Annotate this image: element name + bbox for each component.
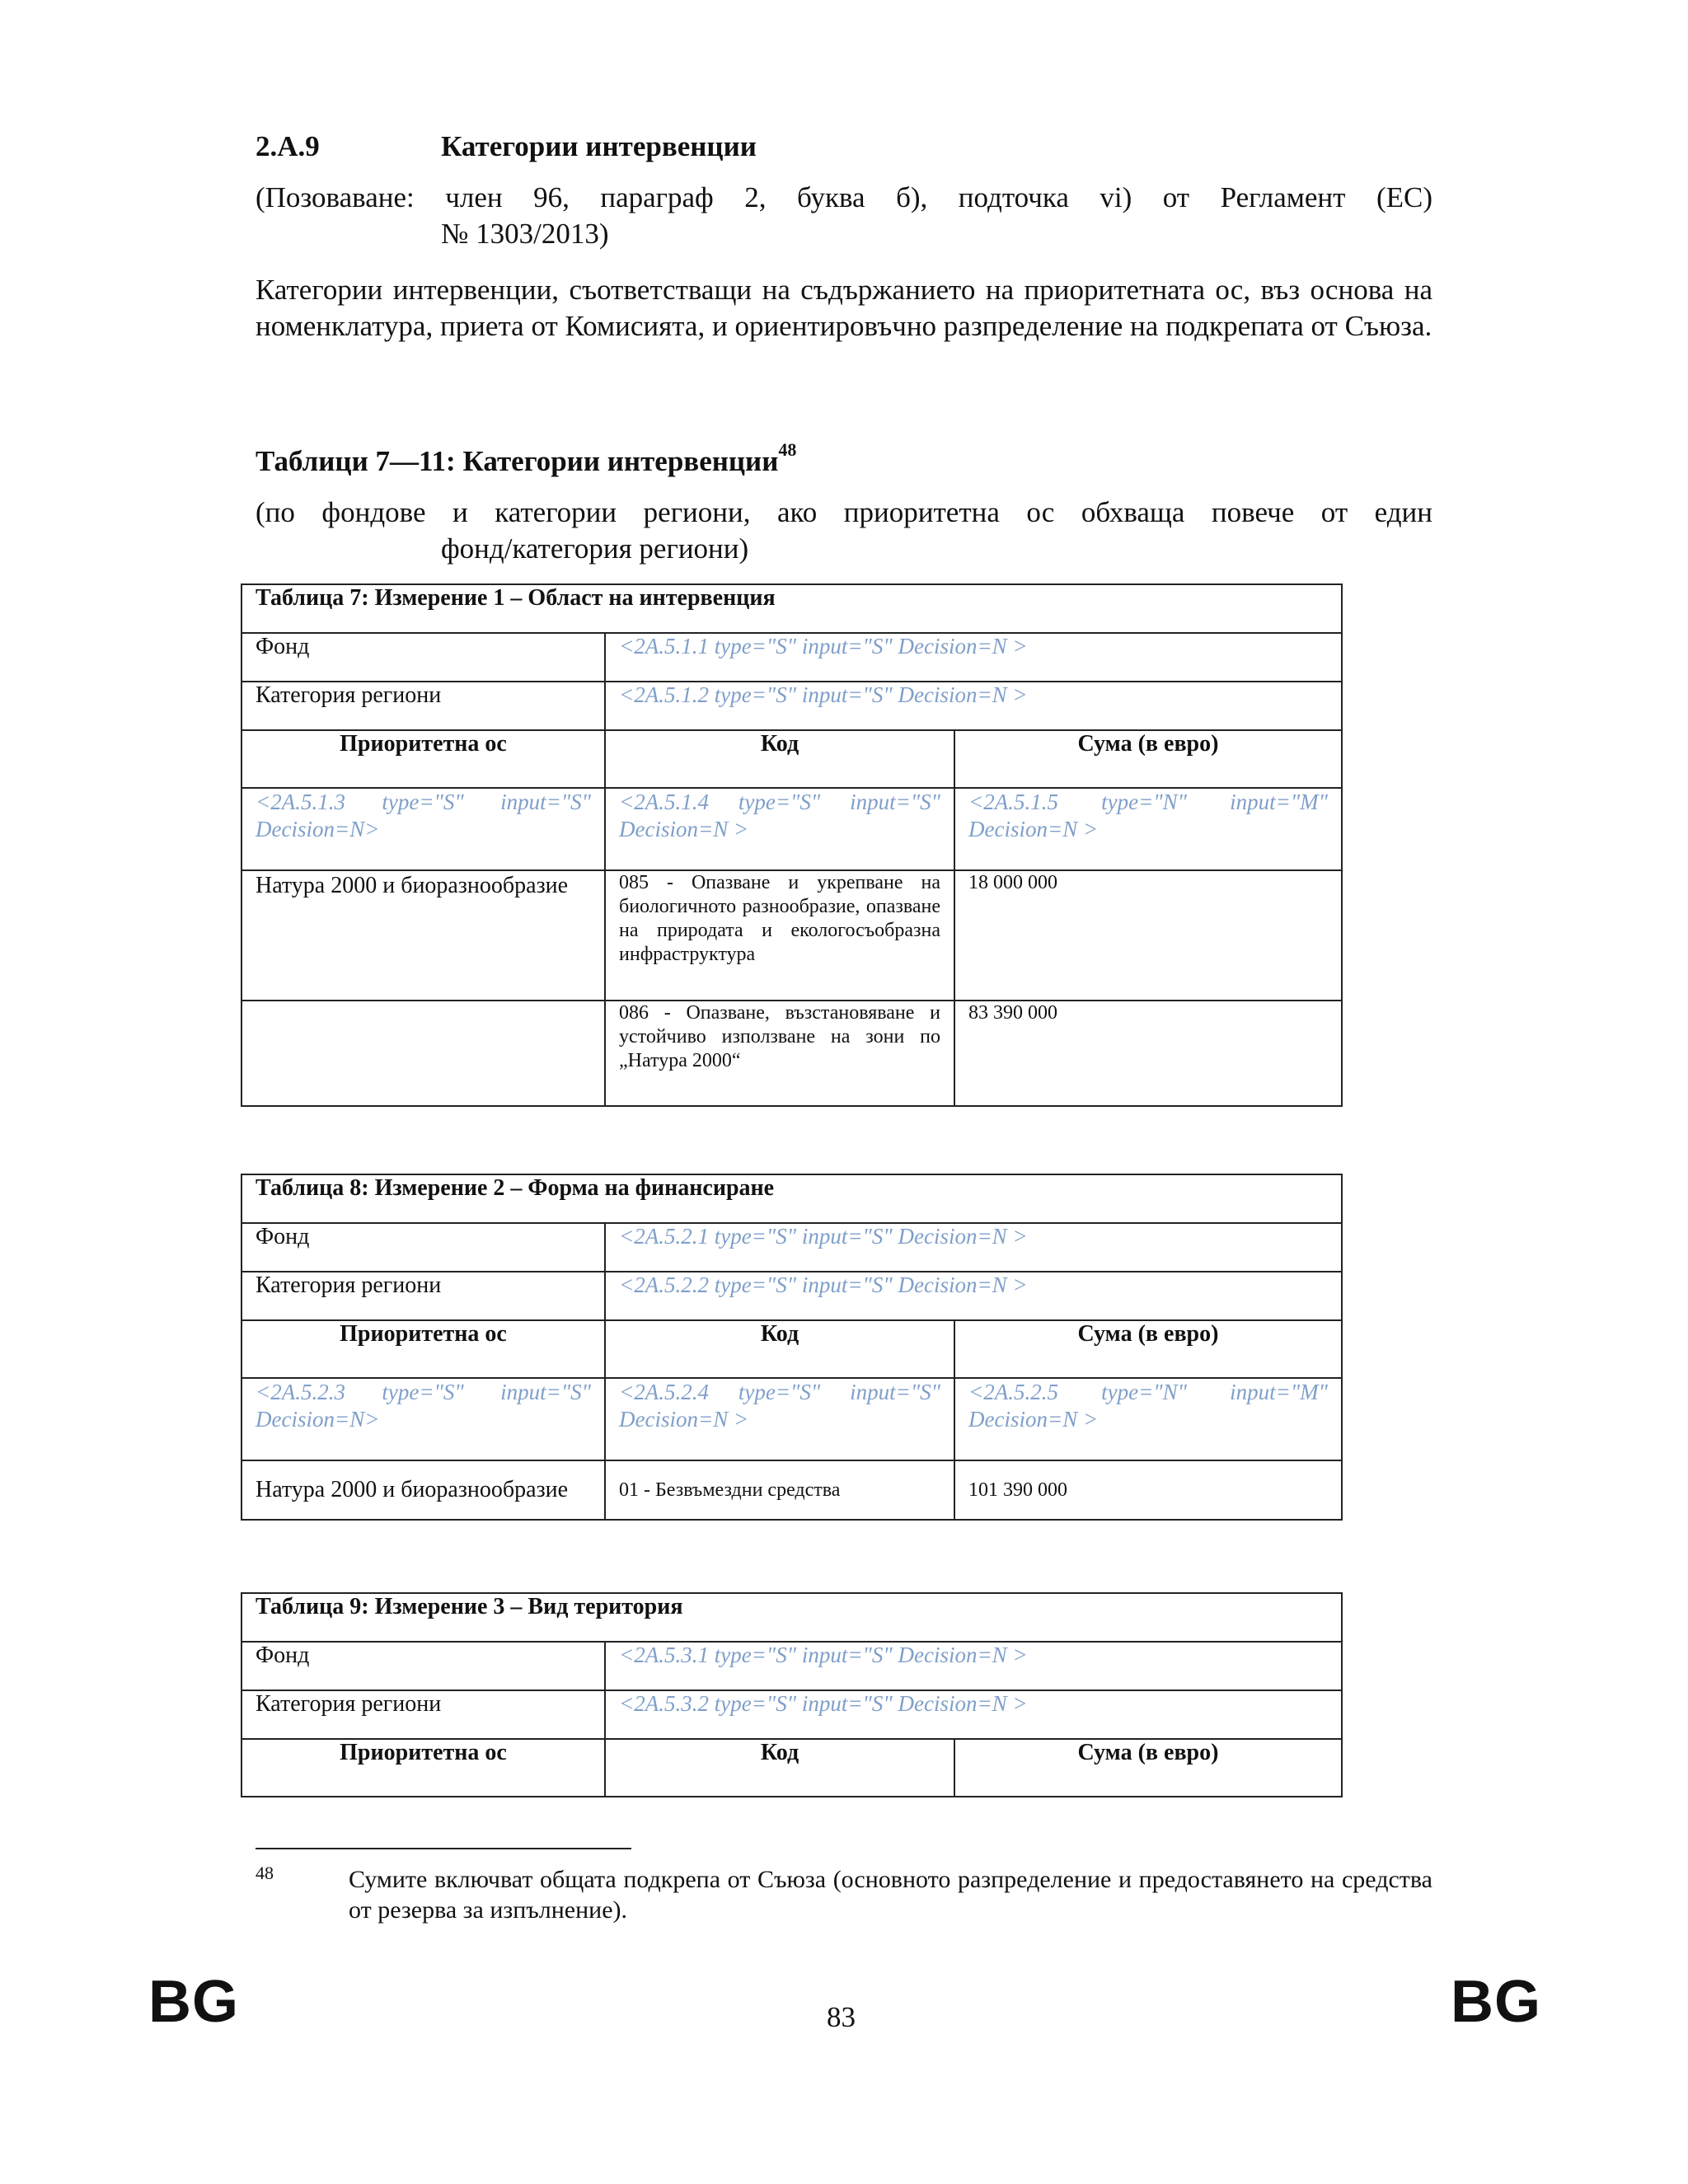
table-title: Таблица 8: Измерение 2 – Форма на финансиране [241,1174,1342,1223]
column-header-code: Код [605,1739,954,1797]
section-title: Категории интервенции [441,130,757,162]
column-header-priority: Приоритетна ос [241,1739,605,1797]
regulation-reference [256,180,1432,252]
fund-label: Фонд [241,1642,605,1690]
code-placeholder: <2A.5.1.4 type="S" input="S" Decision=N > [619,790,940,841]
region-category-label: Категория региони [241,1690,605,1739]
row-amount: 83 390 000 [954,1001,1342,1106]
column-header-amount: Сума (в евро) [954,1739,1342,1797]
code-placeholder: <2A.5.2.4 type="S" input="S" Decision=N > [619,1380,940,1432]
reference-line-1: (Позоваване: член 96, параграф 2, буква б), подточка vi) от Регламент (ЕС) [256,181,1432,213]
intro-paragraph: Категории интервенции, съответстващи на съдържанието на приоритетната ос, въз основа на номенклатура, приета от Комисията, и ориентировъчно разпределение на подкрепата от Съюза. [256,274,1432,342]
code-field[interactable] [605,788,954,870]
fund-field[interactable] [605,633,1342,682]
tables-subheading [256,494,1432,567]
fund-label: Фонд [241,1223,605,1272]
tables-heading-title: Таблици 7—11: Категории интервенции [256,445,779,477]
table-row [241,870,1342,1001]
row-amount: 101 390 000 [954,1460,1342,1520]
table-9 [241,1592,1343,1797]
section-heading [256,130,757,163]
table-title: Таблица 9: Измерение 3 – Вид територия [241,1593,1342,1642]
region-category-placeholder: <2A.5.1.2 type="S" input="S" Decision=N > [619,682,1028,707]
row-amount: 18 000 000 [954,870,1342,1001]
amount-placeholder: <2A.5.2.5 type="N" input="M" Decision=N > [968,1380,1328,1432]
section-number: 2.A.9 [256,130,320,162]
footnote-divider [256,1848,631,1849]
column-header-amount: Сума (в евро) [954,730,1342,788]
priority-field[interactable] [241,788,605,870]
row-priority: Натура 2000 и биоразнообразие [241,870,605,1001]
table-7 [241,583,1343,1107]
amount-field[interactable] [954,1378,1342,1460]
column-header-amount: Сума (в евро) [954,1320,1342,1378]
priority-placeholder: <2A.5.1.3 type="S" input="S" Decision=N> [256,790,591,841]
row-code: 085 - Опазване и укрепване на биологичното разнообразие, опазване на природата и екологосъобразна инфраструктура [605,870,954,1001]
fund-placeholder: <2A.5.2.1 type="S" input="S" Decision=N > [619,1224,1028,1249]
fund-field[interactable] [605,1642,1342,1690]
row-code: 01 - Безвъмездни средства [605,1460,954,1520]
table-row [241,1001,1342,1106]
table-row [241,1460,1342,1520]
region-category-field[interactable] [605,682,1342,730]
page-number: 83 [827,2001,856,2033]
subheading-line-1: (по фондове и категории региони, ако приоритетна ос обхваща повече от един [256,496,1432,528]
code-field[interactable] [605,1378,954,1460]
footnote-reference[interactable]: 48 [778,439,797,460]
amount-placeholder: <2A.5.1.5 type="N" input="M" Decision=N > [968,790,1328,841]
language-code-right: BG [1451,1969,1541,2035]
column-header-code: Код [605,730,954,788]
region-category-placeholder: <2A.5.2.2 type="S" input="S" Decision=N > [619,1272,1028,1297]
footnote-number: 48 [256,1863,274,1883]
region-category-placeholder: <2A.5.3.2 type="S" input="S" Decision=N > [619,1691,1028,1716]
subheading-line-2: фонд/категория региони) [441,532,749,565]
tables-heading [256,439,796,478]
region-category-label: Категория региони [241,682,605,730]
fund-label: Фонд [241,633,605,682]
column-header-priority: Приоритетна ос [241,1320,605,1378]
row-priority [241,1001,605,1106]
region-category-field[interactable] [605,1272,1342,1320]
table-title: Таблица 7: Измерение 1 – Област на интервенция [241,584,1342,633]
footnote-text: Сумите включват общата подкрепа от Съюза (основното разпределение и предоставянето на средства от резерва за изпълнение). [349,1866,1432,1924]
fund-placeholder: <2A.5.1.1 type="S" input="S" Decision=N > [619,634,1028,658]
priority-field[interactable] [241,1378,605,1460]
reference-line-2: № 1303/2013) [441,218,609,250]
region-category-label: Категория региони [241,1272,605,1320]
row-code: 086 - Опазване, възстановяване и устойчиво използване на зони по „Натура 2000“ [605,1001,954,1106]
priority-placeholder: <2A.5.2.3 type="S" input="S" Decision=N> [256,1380,591,1432]
fund-placeholder: <2A.5.3.1 type="S" input="S" Decision=N > [619,1643,1028,1667]
region-category-field[interactable] [605,1690,1342,1739]
column-header-priority: Приоритетна ос [241,730,605,788]
language-code-left: BG [148,1969,239,2035]
fund-field[interactable] [605,1223,1342,1272]
amount-field[interactable] [954,788,1342,870]
row-priority: Натура 2000 и биоразнообразие [241,1460,605,1520]
table-8 [241,1174,1343,1521]
column-header-code: Код [605,1320,954,1378]
